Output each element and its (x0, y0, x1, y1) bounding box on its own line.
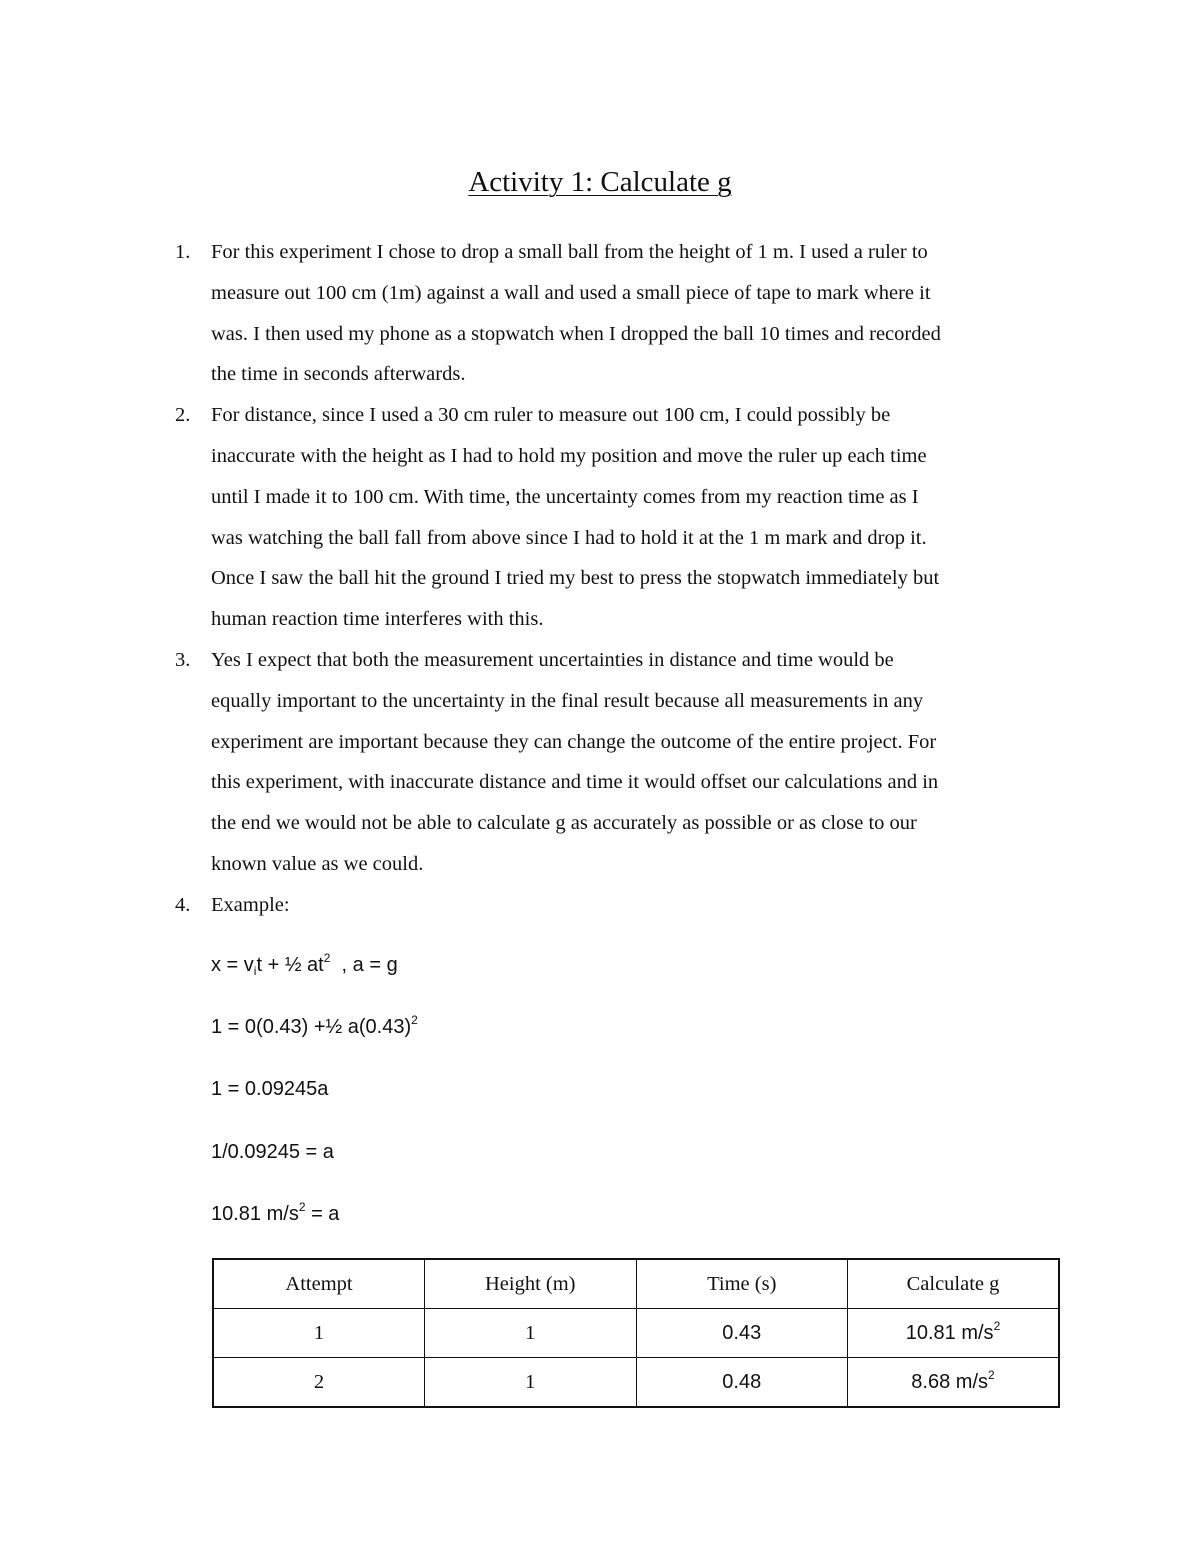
cell-time: 0.48 (636, 1358, 848, 1408)
list-number: 4. (175, 893, 191, 916)
numbered-list (170, 232, 1070, 926)
list-number: 2. (175, 404, 191, 427)
equation-result: 10.81 $m/s^2 = a$ (211, 1200, 340, 1225)
paragraph-line: equally important to the uncertainty in the final result because all measurements in any (211, 689, 924, 712)
list-item-1 (170, 232, 1070, 395)
column-header-g: Calculate g (848, 1259, 1060, 1309)
paragraph-line: inaccurate with the height as I had to hold my position and move the ruler up each time (211, 444, 927, 467)
list-item-4 (170, 885, 1070, 926)
equation-kinematic: $x = v_it$ + ½ $at^2$ , a = g (211, 951, 398, 978)
paragraph-line: was. I then used my phone as a stopwatch when I dropped the ball 10 times and recorded (211, 322, 941, 345)
paragraph-line: Yes I expect that both the measurement uncertainties in distance and time would be (211, 648, 894, 671)
table-row (213, 1358, 1059, 1408)
cell-g: 10.81 $m/s^2$ (848, 1309, 1060, 1358)
paragraph-line: was watching the ball fall from above since I had to hold it at the 1 m mark and drop it. (211, 526, 927, 549)
equation-simplified: 1 = 0.09245a (211, 1078, 329, 1100)
paragraph-line: Example: (211, 893, 290, 916)
paragraph-line: the end we would not be able to calculate g as accurately as possible or as close to our (211, 812, 917, 835)
cell-height: 1 (425, 1358, 637, 1408)
cell-time: 0.43 (636, 1309, 848, 1358)
page-title: Activity 1: Calculate g (468, 166, 732, 198)
paragraph-line: human reaction time interferes with this. (211, 608, 544, 631)
paragraph-line: until I made it to 100 cm. With time, the uncertainty comes from my reaction time as I (211, 485, 919, 508)
paragraph-line: measure out 100 cm (1m) against a wall and used a small piece of tape to mark where it (211, 281, 931, 304)
cell-height: 1 (425, 1309, 637, 1358)
paragraph-line: For this experiment I chose to drop a small ball from the height of 1 m. I used a ruler to (211, 241, 928, 263)
table-row (213, 1309, 1059, 1358)
paragraph-line: this experiment, with inaccurate distance and time it would offset our calculations and in (211, 771, 939, 794)
equation-division: 1/0.09245 = a (211, 1141, 334, 1163)
equation-substitution: 1 = 0(0.43) +½ $a(0.43)^2$ (211, 1013, 418, 1038)
paragraph-line: the time in seconds afterwards. (211, 363, 466, 386)
cell-attempt: 1 (213, 1309, 425, 1358)
table-header-row (213, 1259, 1059, 1309)
column-header-attempt: Attempt (213, 1259, 425, 1309)
column-header-height: Height (m) (425, 1259, 637, 1309)
paragraph-line: experiment are important because they can change the outcome of the entire project. For (211, 730, 937, 753)
cell-attempt: 2 (213, 1358, 425, 1408)
paragraph-line: Once I saw the ball hit the ground I tried my best to press the stopwatch immediately but (211, 567, 940, 590)
list-number: 1. (175, 241, 191, 263)
cell-g: 8.68 $m/s^2$ (848, 1358, 1060, 1408)
results-table (212, 1258, 1060, 1408)
paragraph-line: known value as we could. (211, 852, 424, 875)
list-item-3 (170, 640, 1070, 885)
list-number: 3. (175, 648, 191, 671)
paragraph-line: For distance, since I used a 30 cm ruler to measure out 100 cm, I could possibly be (211, 404, 891, 427)
list-item-2 (170, 395, 1070, 640)
column-header-time: Time (s) (636, 1259, 848, 1309)
